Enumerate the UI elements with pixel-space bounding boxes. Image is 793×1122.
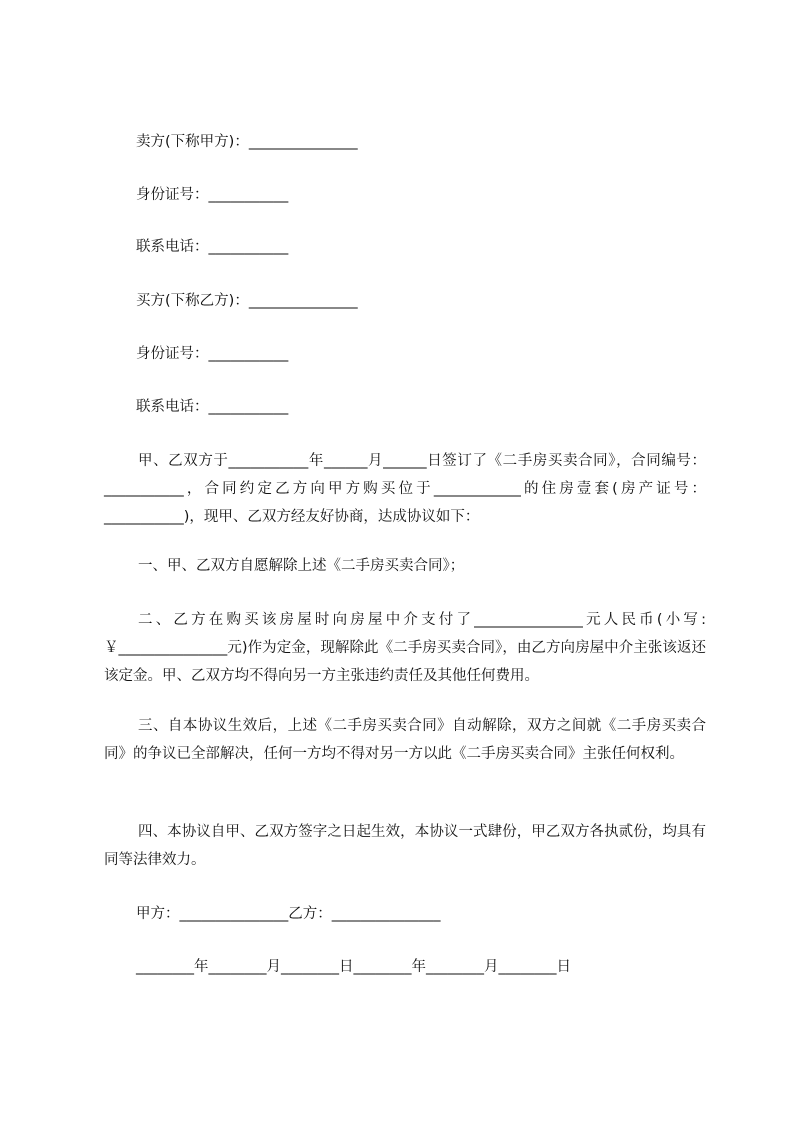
clause-2: 二、乙方在购买该房屋时向房屋中介支付了_______________元人民币(小写:￥_______________元)作为定金，现解除此《二手房买卖合同》，由乙方向房屋中介主张该返还该定金。甲、乙双方均不得向另一方主张违约责任及其他任何费用。 [104,612,706,684]
date-line: ________年________月________日________年________月________日 [136,959,571,975]
seller-phone-line: 联系电话：___________ [136,239,289,255]
clause-3: 三、自本协议生效后，上述《二手房买卖合同》自动解除，双方之间就《二手房买卖合同》的争议已全部解决，任何一方均不得对另一方以此《二手房买卖合同》主张任何权利。 [104,718,706,762]
clause-1: 一、甲、乙双方自愿解除上述《二手房买卖合同》； [138,558,465,574]
signature-line: 甲方：_______________乙方：_______________ [136,906,441,922]
intro-paragraph: 甲、乙双方于___________年______月______日签订了《二手房买卖合同》，合同编号：___________，合同约定乙方向甲方购买位于____________的住房壹套(房产证号：___________)，现甲、乙双方经友好协商，达成协议如下： [104,453,706,525]
buyer-name-line: 买方(下称乙方)：_______________ [136,293,358,309]
buyer-id-line: 身份证号：___________ [136,346,289,362]
seller-id-line: 身份证号：___________ [136,187,289,203]
clause-4: 四、本协议自甲、乙双方签字之日起生效，本协议一式肆份，甲乙双方各执贰份，均具有同等法律效力。 [104,824,706,868]
buyer-phone-line: 联系电话：___________ [136,399,289,415]
seller-name-line: 卖方(下称甲方)：_______________ [136,134,358,150]
